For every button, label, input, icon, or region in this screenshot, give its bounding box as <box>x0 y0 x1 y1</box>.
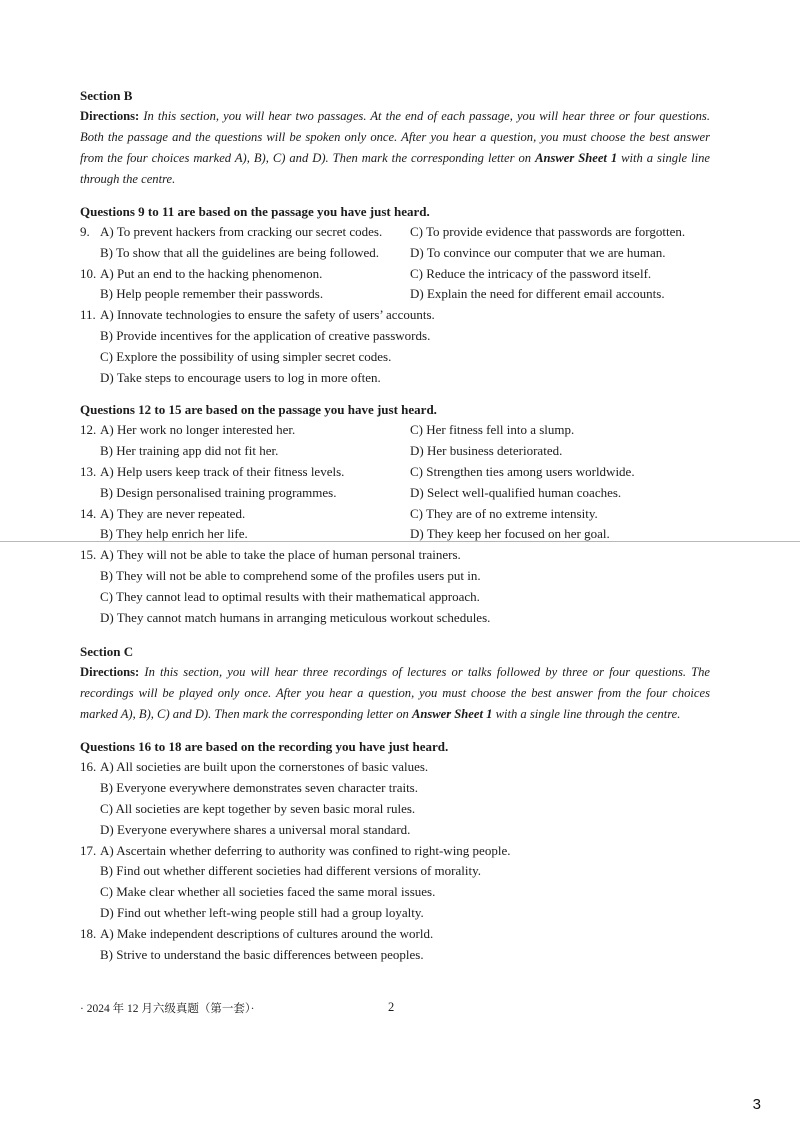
directions-end: with a single line through the centre. <box>495 707 681 722</box>
answer-sheet-ref: Answer Sheet 1 <box>411 707 493 722</box>
section-c-directions <box>80 662 710 725</box>
question-number: 16. <box>80 759 97 775</box>
option-b: B) To show that all the guidelines are being followed. <box>100 244 380 260</box>
question-15-row-4 <box>80 608 710 629</box>
option-a: A) Make independent descriptions of cultures around the world. <box>100 925 434 941</box>
question-16-row-2 <box>80 778 710 799</box>
question-number: 18. <box>80 925 97 941</box>
option-a: A) To prevent hackers from cracking our secret codes. <box>100 224 383 239</box>
question-number: 13. <box>80 463 97 479</box>
option-c: C) Explore the possibility of using simpler secret codes. <box>100 348 392 364</box>
option-d: D) They cannot match humans in arranging meticulous workout schedules. <box>100 609 491 625</box>
question-number: 10. <box>80 265 97 281</box>
question-17-row-2 <box>80 861 710 882</box>
option-d: D) Find out whether left-wing people still had a group loyalty. <box>100 904 424 920</box>
option-a: A) All societies are built upon the cornerstones of basic values. <box>100 759 429 775</box>
directions-text: In this section, you will hear three recordings of lectures or talks followed by three or four questions. The recordings will be played only once. After you hear a question, you must choose the best answer from the four choices marked A), B), C) and D). Then mark the corresponding letter on <box>80 665 711 722</box>
option-b: B) Provide incentives for the application of creative passwords. <box>100 327 431 343</box>
option-a: A) Her work no longer interested her. <box>100 422 296 438</box>
option-c: C) They cannot lead to optimal results with their mathematical approach. <box>100 588 480 604</box>
question-17-row-4 <box>80 903 710 924</box>
question-number: 9. <box>80 224 90 239</box>
option-b: B) Strive to understand the basic differences between peoples. <box>100 946 424 962</box>
option-a: A) Ascertain whether deferring to authority was confined to right-wing people. <box>100 842 511 858</box>
group-heading-9-11: Questions 9 to 11 are based on the passage you have just heard. <box>80 204 430 219</box>
option-c: C) All societies are kept together by seven basic moral rules. <box>100 800 416 816</box>
question-15-row-2 <box>80 566 710 587</box>
directions-label: Directions: <box>80 109 140 123</box>
question-12-row-1 <box>80 420 710 441</box>
question-16-row-3 <box>80 799 710 820</box>
group-heading-16-18: Questions 16 to 18 are based on the recording you have just heard. <box>80 739 449 755</box>
option-c: C) They are of no extreme intensity. <box>410 505 598 521</box>
section-b-directions <box>80 106 710 190</box>
question-12-row-2 <box>80 441 710 462</box>
option-d: D) Everyone everywhere shares a universal moral standard. <box>100 821 411 837</box>
question-15-row-1 <box>80 545 710 566</box>
question-14-row-1 <box>80 504 710 525</box>
question-16-row-4 <box>80 820 710 841</box>
question-11-row-1 <box>80 305 710 326</box>
option-a: A) Help users keep track of their fitness levels. <box>100 463 345 479</box>
option-b: B) Design personalised training programmes. <box>100 484 337 500</box>
question-number: 12. <box>80 422 97 438</box>
question-13-row-1 <box>80 462 710 483</box>
footer-exam-label: · 2024 年 12 月六级真题（第一套）· <box>80 1003 255 1015</box>
question-9-row-2 <box>80 243 710 264</box>
page-number: 2 <box>388 1000 395 1014</box>
option-c: C) Her fitness fell into a slump. <box>410 422 575 438</box>
scan-page-number: 3 <box>752 1096 761 1113</box>
question-9-row-1 <box>80 222 710 243</box>
option-a: A) Put an end to the hacking phenomenon. <box>100 265 323 281</box>
option-a: A) Innovate technologies to ensure the safety of users’ accounts. <box>100 307 435 323</box>
exam-content <box>80 86 710 965</box>
question-10-row-2 <box>80 284 710 305</box>
option-d: D) To convince our computer that we are human. <box>410 244 666 260</box>
directions-end: with a single line through the centre. <box>80 151 710 186</box>
question-18-row-1 <box>80 924 710 945</box>
option-c: C) Make clear whether all societies faced the same moral issues. <box>100 884 436 900</box>
question-17-row-1 <box>80 841 710 862</box>
answer-sheet-ref: Answer Sheet 1 <box>535 151 618 165</box>
group-heading-12-15: Questions 12 to 15 are based on the passage you have just heard. <box>80 402 437 418</box>
option-d: D) They keep her focused on her goal. <box>410 526 610 542</box>
page-fold-line <box>0 541 800 542</box>
option-d: D) Her business deteriorated. <box>410 443 563 459</box>
question-number: 11. <box>80 307 96 323</box>
option-b: B) Help people remember their passwords. <box>100 286 324 302</box>
option-b: B) Everyone everywhere demonstrates seven character traits. <box>100 780 418 796</box>
option-a: A) They are never repeated. <box>100 505 246 521</box>
question-11-row-4 <box>80 368 710 389</box>
option-b: B) They help enrich her life. <box>100 526 248 542</box>
option-d: D) Take steps to encourage users to log in more often. <box>100 369 381 385</box>
option-b: B) Find out whether different societies had different versions of morality. <box>100 863 481 879</box>
question-15-row-3 <box>80 587 710 608</box>
option-c: C) Reduce the intricacy of the password itself. <box>410 265 652 281</box>
option-c: C) To provide evidence that passwords are forgotten. <box>410 224 686 239</box>
option-b: B) Her training app did not fit her. <box>100 443 279 459</box>
directions-label: Directions: <box>80 665 140 680</box>
question-10-row-1 <box>80 264 710 285</box>
directions-text: In this section, you will hear two passages. At the end of each passage, you will hear three or four questions. Both the passage and the questions will be spoken only once. After you hear a question, you must choose the best answer from the four choices marked A), B), C) and D). Then mark the corresponding letter on <box>80 109 710 165</box>
question-number: 17. <box>80 842 97 858</box>
question-number: 14. <box>80 505 97 521</box>
option-b: B) They will not be able to comprehend some of the profiles users put in. <box>100 567 481 583</box>
question-11-row-3 <box>80 347 710 368</box>
question-14-row-2 <box>80 524 710 545</box>
option-c: C) Strengthen ties among users worldwide. <box>410 463 635 479</box>
section-c-title: Section C <box>80 644 134 660</box>
question-16-row-1 <box>80 757 710 778</box>
question-18-row-2 <box>80 945 710 966</box>
option-d: D) Select well-qualified human coaches. <box>410 484 622 500</box>
option-a: A) They will not be able to take the place of human personal trainers. <box>100 547 461 563</box>
section-b-title: Section B <box>80 88 133 103</box>
question-number: 15. <box>80 547 97 563</box>
question-17-row-3 <box>80 882 710 903</box>
question-13-row-2 <box>80 483 710 504</box>
option-d: D) Explain the need for different email accounts. <box>410 286 665 302</box>
question-11-row-2 <box>80 326 710 347</box>
